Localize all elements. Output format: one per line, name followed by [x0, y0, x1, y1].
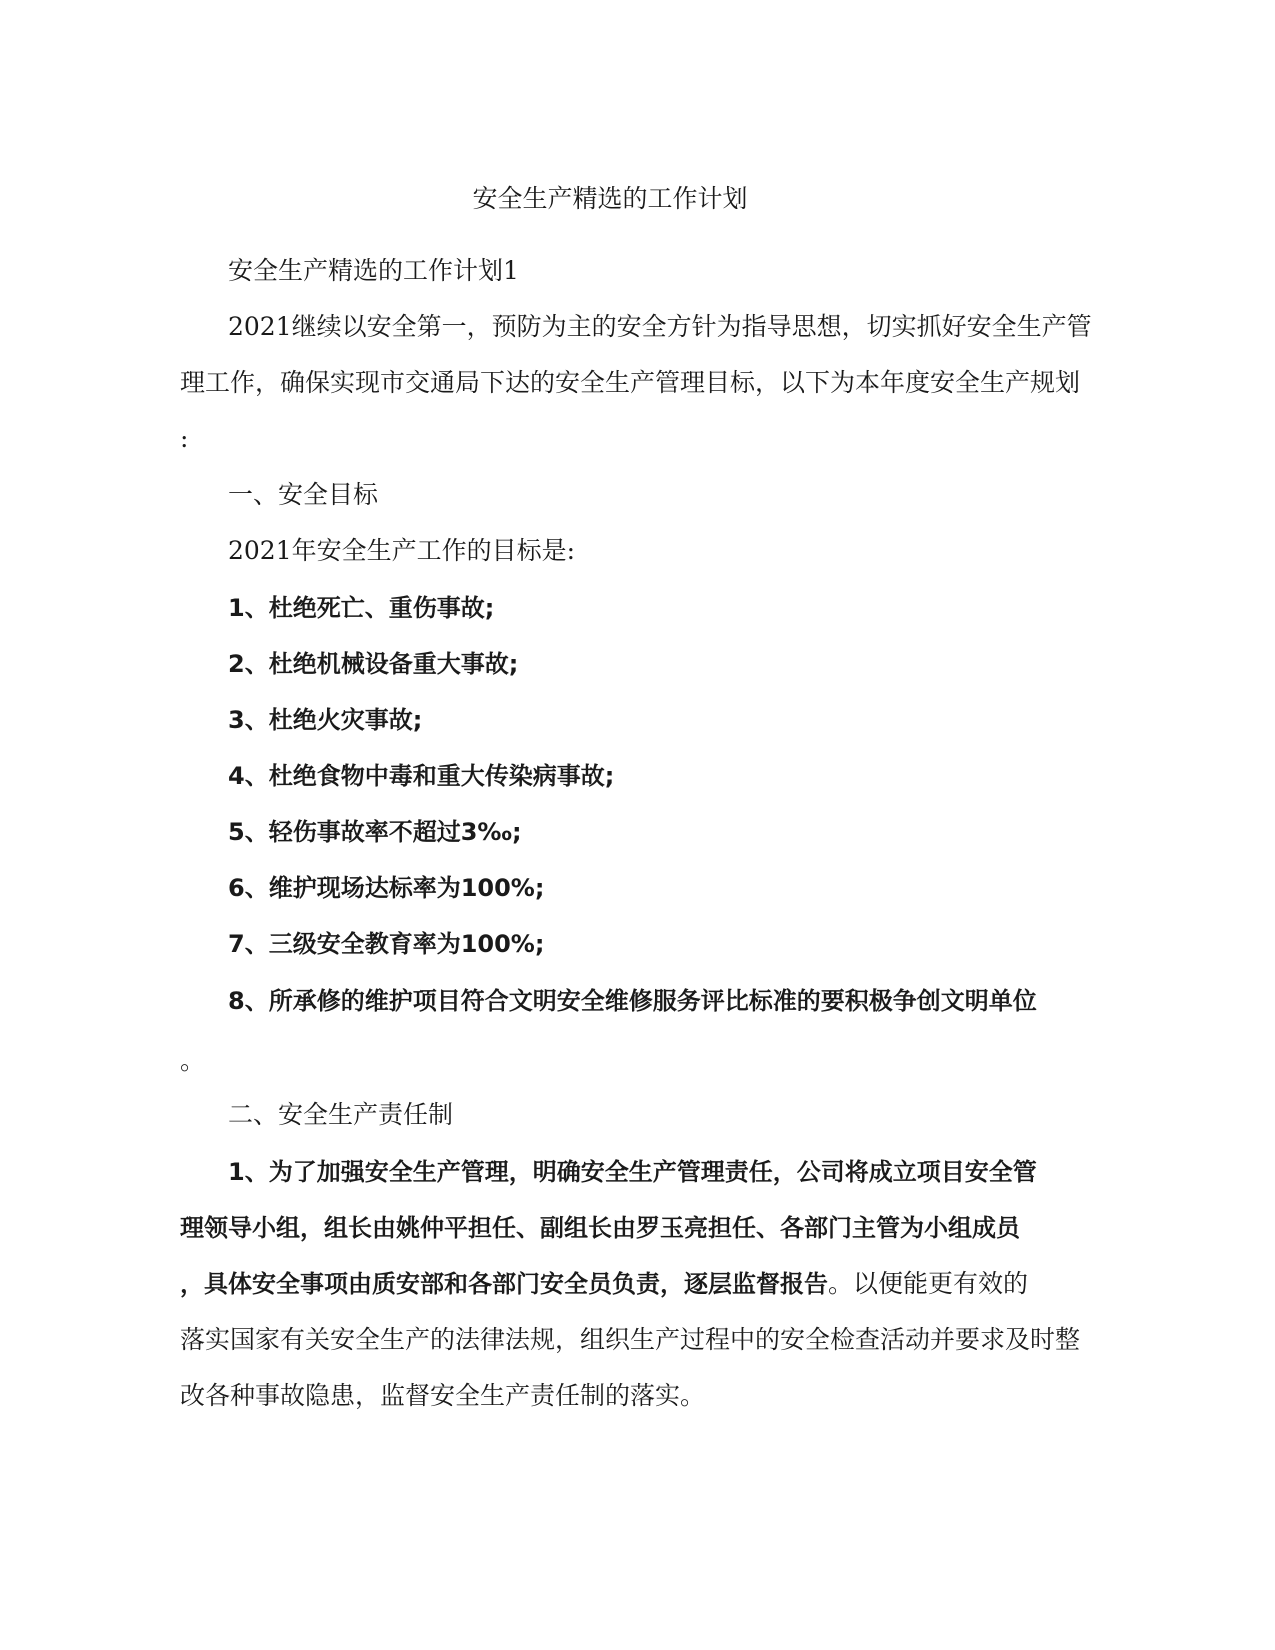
responsibility-line-1: 1、为了加强安全生产管理，明确安全生产管理责任，公司将成立项目安全管	[228, 1158, 1037, 1186]
section-2-heading: 二、安全生产责任制	[228, 1100, 454, 1129]
goal-item-6: 6、维护现场达标率为100%;	[228, 874, 545, 902]
goal-item-2: 2、杜绝机械设备重大事故;	[228, 650, 519, 678]
goal-item-4: 4、杜绝食物中毒和重大传染病事故;	[228, 762, 615, 790]
section-1-heading: 一、安全目标	[228, 480, 379, 509]
goal-item-8-end: 。	[180, 1046, 206, 1075]
goal-item-1: 1、杜绝死亡、重伤事故;	[228, 594, 495, 622]
goal-item-7: 7、三级安全教育率为100%;	[228, 930, 545, 958]
responsibility-line-3	[180, 1267, 1028, 1301]
responsibility-line-3-bold: ，具体安全事项由质安部和各部门安全员负责，逐层监督报告	[180, 1270, 828, 1298]
goal-item-5: 5、轻伤事故率不超过3‰;	[228, 818, 522, 846]
intro-line-2: 理工作，确保实现市交通局下达的安全生产管理目标，以下为本年度安全生产规划	[180, 368, 1081, 397]
section-1-lead: 2021年安全生产工作的目标是:	[228, 536, 576, 565]
document-title: 安全生产精选的工作计划	[472, 184, 748, 213]
plan-subtitle: 安全生产精选的工作计划1	[228, 256, 519, 285]
intro-line-1: 2021继续以安全第一，预防为主的安全方针为指导思想，切实抓好安全生产管	[228, 312, 1092, 341]
responsibility-line-3-normal: 。以便能更有效的	[828, 1269, 1029, 1298]
responsibility-line-2: 理领导小组，组长由姚仲平担任、副组长由罗玉亮担任、各部门主管为小组成员	[180, 1214, 1020, 1242]
intro-line-3: :	[180, 424, 189, 453]
goal-item-3: 3、杜绝火灾事故;	[228, 706, 423, 734]
goal-item-8: 8、所承修的维护项目符合文明安全维修服务评比标准的要积极争创文明单位	[228, 987, 1037, 1015]
responsibility-line-5: 改各种事故隐患，监督安全生产责任制的落实。	[180, 1381, 706, 1410]
responsibility-line-4: 落实国家有关安全生产的法律法规，组织生产过程中的安全检查活动并要求及时整	[180, 1325, 1081, 1354]
